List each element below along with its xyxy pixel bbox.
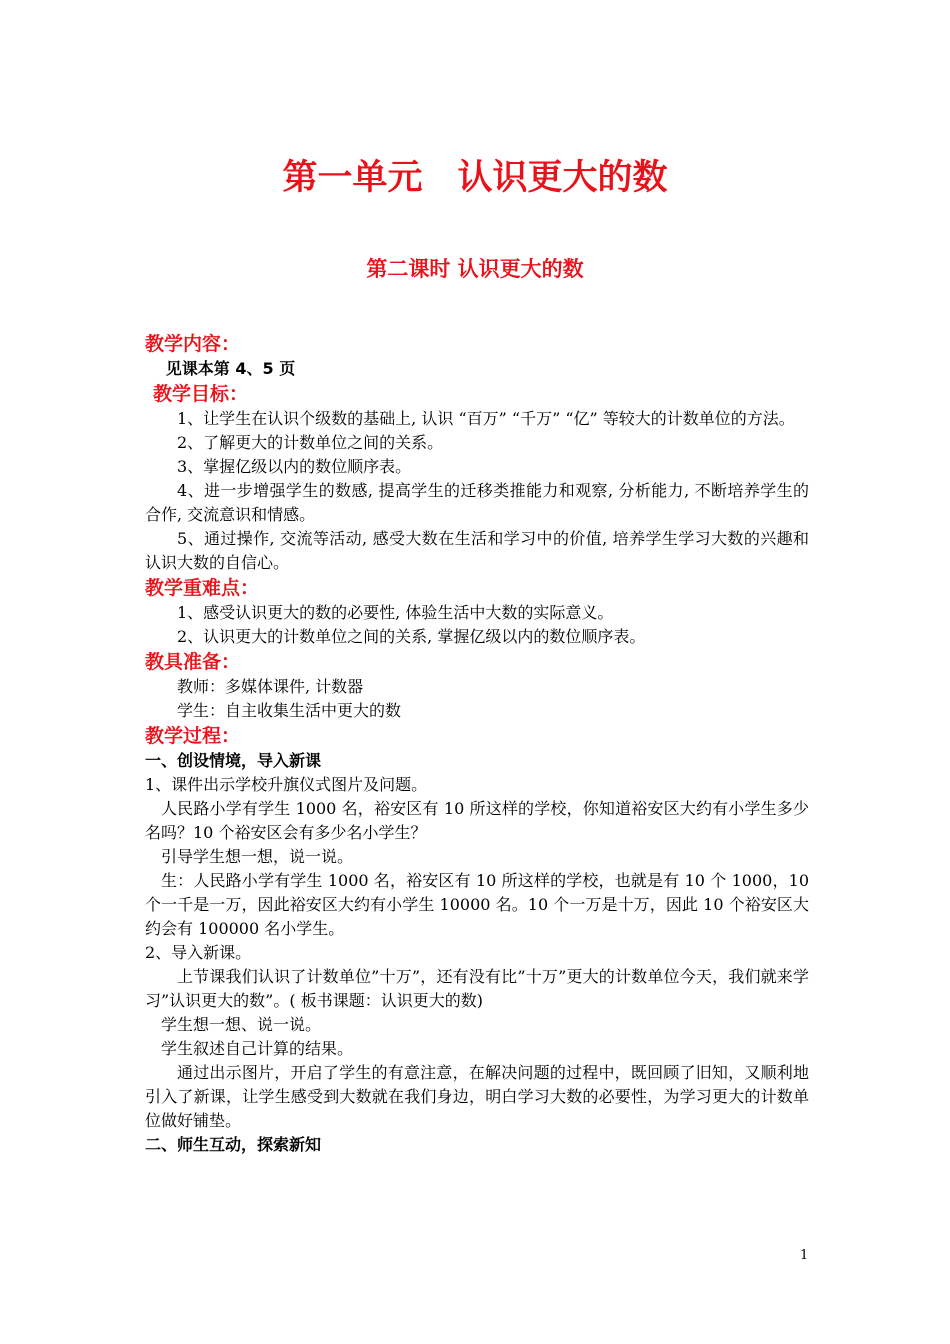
paragraph: 2、导入新课。 xyxy=(145,943,252,962)
paragraph: 1、课件出示学校升旗仪式图片及问题。 xyxy=(145,775,428,794)
paragraph: 上节课我们认识了计数单位”十万”，还有没有比”十万”更大的计数单位今天，我们就来学习”认识更大的数”。( 板书课题：认识更大的数) xyxy=(145,967,809,1010)
process-heading: 教学过程： xyxy=(145,725,241,747)
goal-item: 5、通过操作, 交流等活动, 感受大数在生活和学习中的价值, 培养学生学习大数的兴趣和认识大数的自信心。 xyxy=(145,529,809,572)
part1-heading: 一、创设情境，导入新课 xyxy=(145,751,322,770)
key-points-heading: 教学重难点： xyxy=(145,577,260,599)
document-body xyxy=(145,331,809,1157)
goal-item: 4、进一步增强学生的数感, 提高学生的迁移类推能力和观察, 分析能力, 不断培养学生的合作, 交流意识和情感。 xyxy=(145,481,809,524)
tools-item: 学生：自主收集生活中更大的数 xyxy=(177,701,402,720)
goal-item: 1、让学生在认识个级数的基础上, 认识 “百万” “千万” “亿” 等较大的计数单位的方法。 xyxy=(177,409,795,428)
paragraph: 引导学生想一想，说一说。 xyxy=(161,847,354,866)
goals-heading: 教学目标： xyxy=(153,383,249,405)
unit-title: 第一单元 认识更大的数 xyxy=(282,158,668,198)
content-text: 见课本第 4、5 页 xyxy=(165,359,296,378)
tools-heading: 教具准备： xyxy=(145,651,241,673)
tools-item: 教师：多媒体课件, 计数器 xyxy=(177,677,364,696)
paragraph: 学生叙述自己计算的结果。 xyxy=(161,1039,354,1058)
paragraph: 生：人民路小学有学生 1000 名，裕安区有 10 所这样的学校，也就是有 10 个 1000，10 个一千是一万，因此裕安区大约有小学生 10000 名。10 个一万是十万，因此 10 个裕安区大约会有 100000 名小学生。 xyxy=(145,871,809,938)
part2-heading: 二、师生互动，探索新知 xyxy=(145,1135,322,1154)
page-number: 1 xyxy=(800,1248,809,1263)
paragraph: 人民路小学有学生 1000 名，裕安区有 10 所这样的学校，你知道裕安区大约有小学生多少名吗？10 个裕安区会有多少名小学生？ xyxy=(145,799,809,842)
paragraph: 通过出示图片，开启了学生的有意注意，在解决问题的过程中，既回顾了旧知，又顺利地引入了新课，让学生感受到大数就在我们身边，明白学习大数的必要性，为学习更大的计数单位做好铺垫。 xyxy=(145,1063,809,1130)
content-heading: 教学内容： xyxy=(145,333,241,355)
key-point-item: 2、认识更大的计数单位之间的关系, 掌握亿级以内的数位顺序表。 xyxy=(177,627,646,646)
key-point-item: 1、感受认识更大的数的必要性, 体验生活中大数的实际意义。 xyxy=(177,603,614,622)
paragraph: 学生想一想、说一说。 xyxy=(161,1015,322,1034)
lesson-title: 第二课时 认识更大的数 xyxy=(366,257,584,281)
goal-item: 3、掌握亿级以内的数位顺序表。 xyxy=(177,457,412,476)
goal-item: 2、了解更大的计数单位之间的关系。 xyxy=(177,433,444,452)
